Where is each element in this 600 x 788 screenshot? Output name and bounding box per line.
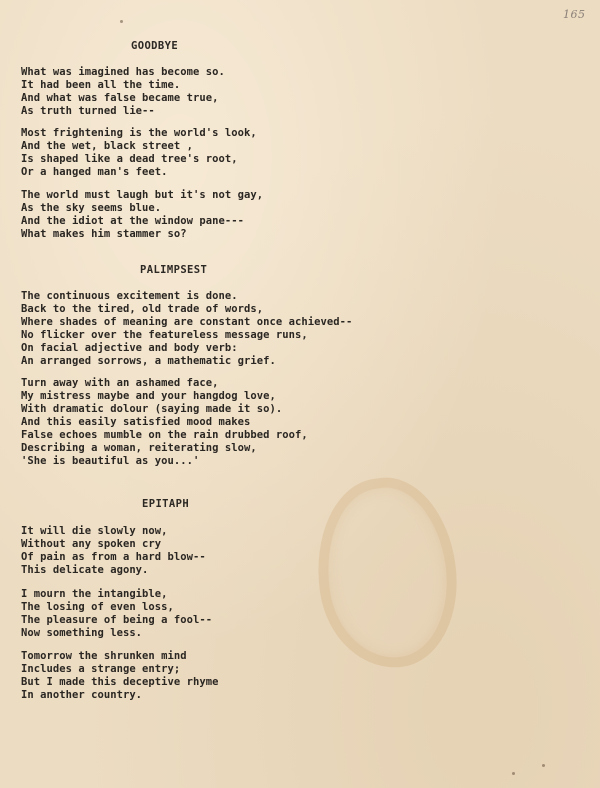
poem-line: This delicate agony.: [21, 564, 149, 576]
poem-line: The losing of even loss,: [21, 601, 174, 613]
poem-stanza: [21, 377, 308, 468]
poem-stanza: [21, 66, 225, 118]
poem-line: Where shades of meaning are constant once achieved--: [21, 316, 353, 328]
poem-stanza: [21, 588, 212, 640]
poem-line: And the idiot at the window pane---: [21, 215, 245, 227]
poem-line: Now something less.: [21, 627, 143, 639]
poem-line: The pleasure of being a fool--: [21, 614, 213, 626]
poem-line: Describing a woman, reiterating slow,: [21, 442, 257, 454]
poem-line: With dramatic dolour (saying made it so).: [21, 403, 283, 415]
poem-line: And this easily satisfied mood makes: [21, 416, 251, 428]
poem-line: It will die slowly now,: [21, 525, 168, 537]
poem-line: Is shaped like a dead tree's root,: [21, 153, 238, 165]
poem-line: Of pain as from a hard blow--: [21, 551, 206, 563]
poem-line: Turn away with an ashamed face,: [21, 377, 219, 389]
poem-line: False echoes mumble on the rain drubbed roof,: [21, 429, 308, 441]
poem-stanza: [21, 189, 263, 241]
poem-line: 'She is beautiful as you...': [21, 455, 200, 467]
poem-line: On facial adjective and body verb:: [21, 342, 238, 354]
poem-line: But I made this deceptive rhyme: [21, 676, 219, 688]
poem-line: An arranged sorrows, a mathematic grief.: [21, 355, 276, 367]
ink-speck: [512, 772, 515, 775]
poem-line: The continuous excitement is done.: [21, 290, 238, 302]
poem-line: Tomorrow the shrunken mind: [21, 650, 187, 662]
poem-line: What was imagined has become so.: [21, 66, 225, 78]
poem-line: What makes him stammer so?: [21, 228, 187, 240]
page-number: 165: [563, 8, 586, 21]
poem-line: I mourn the intangible,: [21, 588, 168, 600]
poem-title-epitaph: EPITAPH: [142, 498, 190, 510]
poem-line: It had been all the time.: [21, 79, 181, 91]
poem-line: Includes a strange entry;: [21, 663, 181, 675]
poem-line: In another country.: [21, 689, 143, 701]
poem-line: Back to the tired, old trade of words,: [21, 303, 264, 315]
poem-line: And what was false became true,: [21, 92, 219, 104]
poem-stanza: [21, 650, 219, 702]
poem-title-goodbye: GOODBYE: [131, 40, 179, 52]
ink-speck: [542, 764, 545, 767]
poem-line: No flicker over the featureless message runs,: [21, 329, 308, 341]
poem-line: And the wet, black street ,: [21, 140, 194, 152]
poem-stanza: [21, 525, 206, 577]
poem-line: Most frightening is the world's look,: [21, 127, 257, 139]
poem-line: As truth turned lie--: [21, 105, 155, 117]
poem-title-palimpsest: PALIMPSEST: [140, 264, 208, 276]
poem-line: Without any spoken cry: [21, 538, 162, 550]
poem-line: My mistress maybe and your hangdog love,: [21, 390, 276, 402]
poem-line: The world must laugh but it's not gay,: [21, 189, 264, 201]
poem-line: Or a hanged man's feet.: [21, 166, 168, 178]
ink-speck: [120, 20, 123, 23]
poem-line: As the sky seems blue.: [21, 202, 162, 214]
coffee-stain: [305, 469, 468, 676]
poem-stanza: [21, 290, 352, 368]
poem-stanza: [21, 127, 257, 179]
